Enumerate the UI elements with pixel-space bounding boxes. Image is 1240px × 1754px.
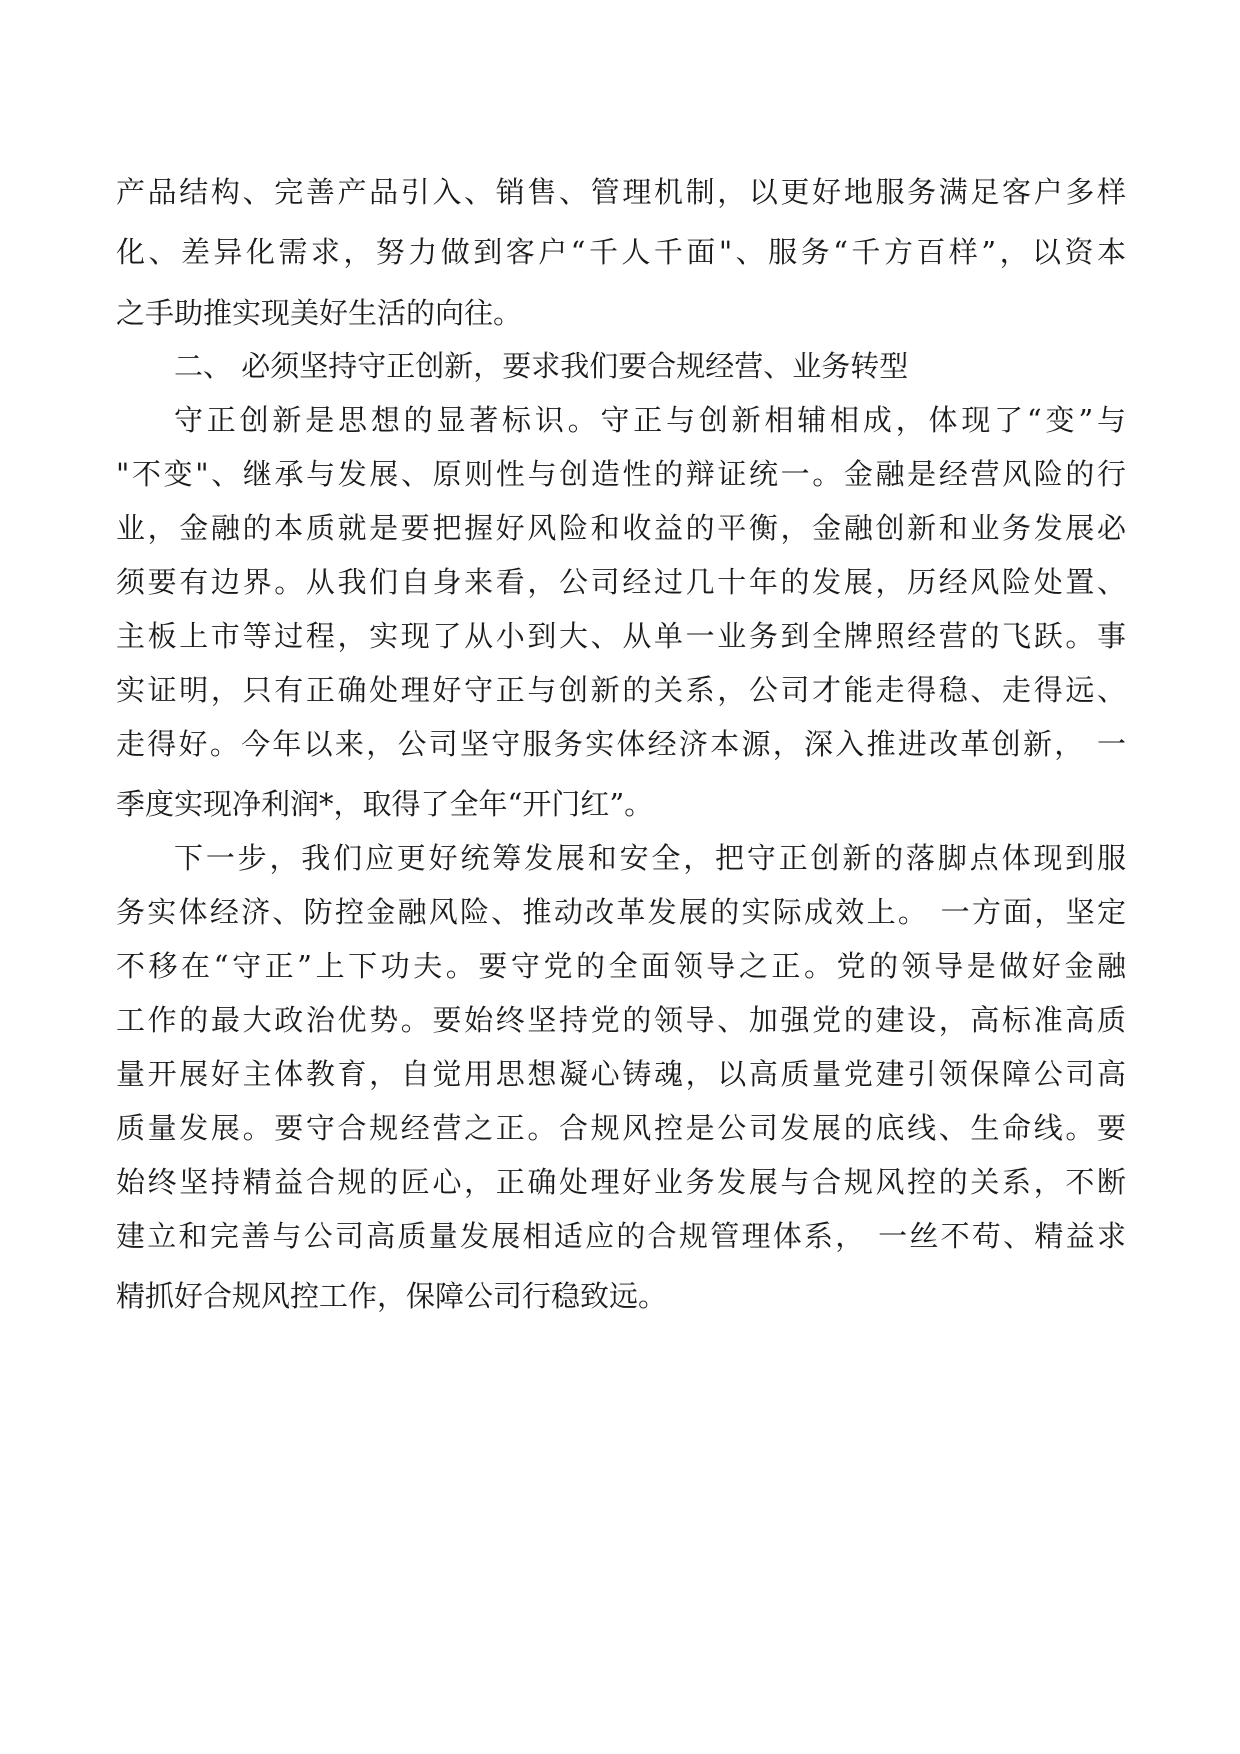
paragraph-line: 业，金融的本质就是要把握好风险和收益的平衡，金融创新和业务发展必 [116, 511, 1126, 545]
paragraph-line: 下一步，我们应更好统筹发展和安全，把守正创新的落脚点体现到服 [174, 841, 1126, 875]
paragraph-line: 工作的最大政治优势。要始终坚持党的领导、加强党的建设，高标准高质 [116, 1003, 1126, 1037]
paragraph-line: 质量发展。要守合规经营之正。合规风控是公司发展的底线、生命线。要 [116, 1111, 1126, 1145]
paragraph-line: 走得好。今年以来，公司坚守服务实体经济本源，深入推进改革创新， 一 [116, 727, 1126, 761]
paragraph-line: 主板上市等过程，实现了从小到大、从单一业务到全牌照经营的飞跃。事 [116, 619, 1126, 653]
paragraph-line: 建立和完善与公司高质量发展相适应的合规管理体系， 一丝不苟、精益求 [116, 1219, 1126, 1253]
paragraph-line: 产品结构、完善产品引入、销售、管理机制，以更好地服务满足客户多样 [116, 175, 1126, 209]
paragraph-line: "不变"、继承与发展、原则性与创造性的辩证统一。金融是经营风险的行 [116, 457, 1126, 491]
paragraph-line: 须要有边界。从我们自身来看，公司经过几十年的发展，历经风险处置、 [116, 565, 1126, 599]
paragraph-line: 实证明，只有正确处理好守正与创新的关系，公司才能走得稳、走得远、 [116, 673, 1126, 707]
paragraph-line: 不移在“守正”上下功夫。要守党的全面领导之正。党的领导是做好金融 [116, 949, 1126, 983]
paragraph-line: 季度实现净利润*，取得了全年“开门红”。 [116, 787, 654, 821]
paragraph-line: 之手助推实现美好生活的向往。 [116, 296, 523, 330]
paragraph-line: 化、差异化需求，努力做到客户“千人千面"、服务“千方百样”，以资本 [116, 235, 1126, 269]
paragraph-line: 守正创新是思想的显著标识。守正与创新相辅相成，体现了“变”与 [174, 403, 1126, 437]
paragraph-line: 精抓好合规风控工作，保障公司行稳致远。 [116, 1279, 668, 1313]
section-heading: 二、 必须坚持守正创新，要求我们要合规经营、业务转型 [174, 349, 909, 383]
paragraph-line: 量开展好主体教育，自觉用思想凝心铸魂，以高质量党建引领保障公司高 [116, 1057, 1126, 1091]
paragraph-line: 务实体经济、防控金融风险、推动改革发展的实际成效上。 一方面，坚定 [116, 895, 1126, 929]
paragraph-line: 始终坚持精益合规的匠心，正确处理好业务发展与合规风控的关系，不断 [116, 1165, 1126, 1199]
